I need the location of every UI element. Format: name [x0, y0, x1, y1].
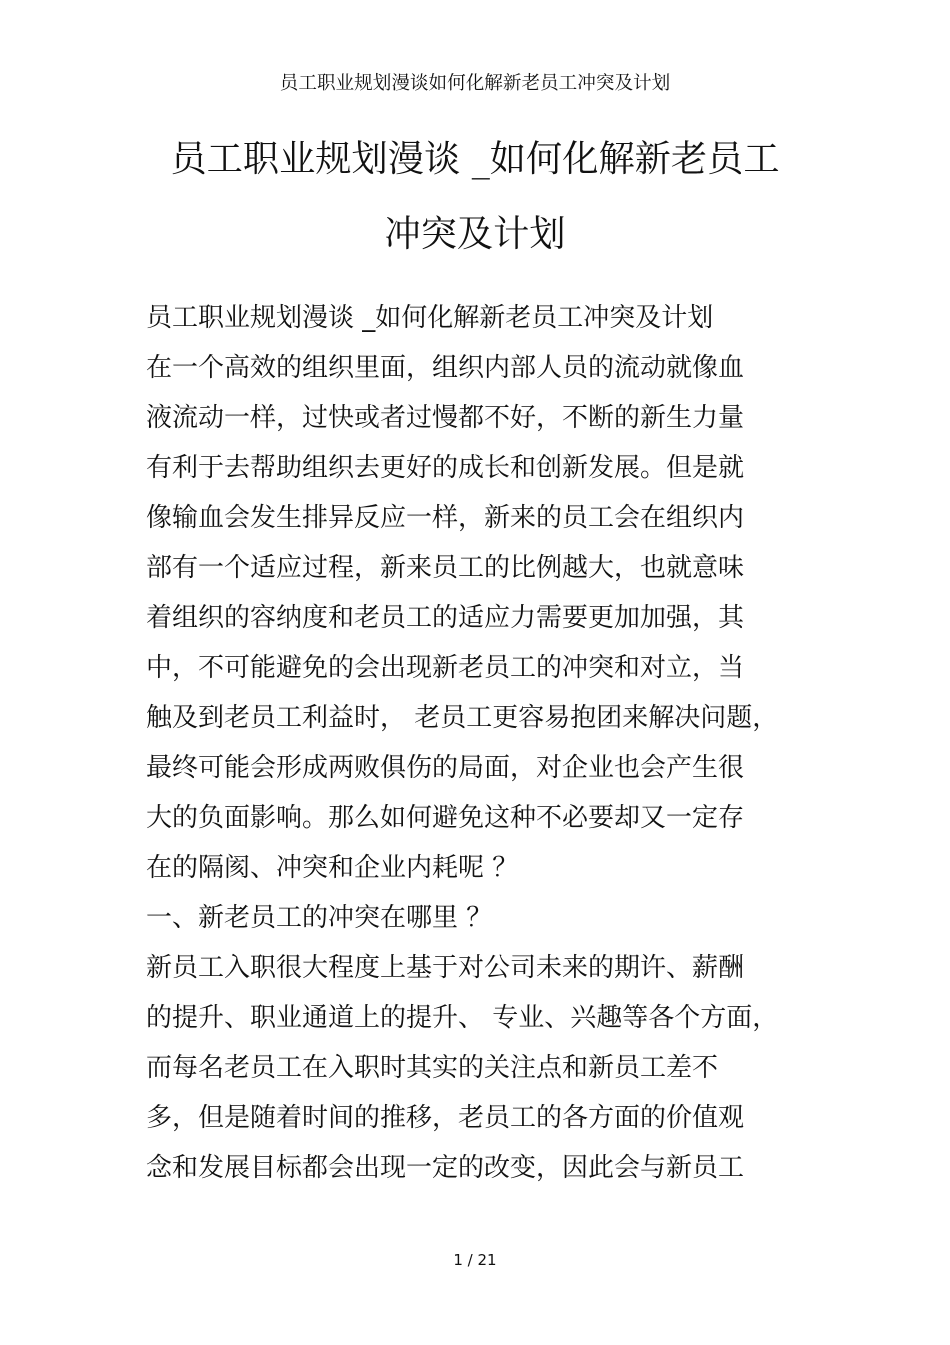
- body-line: 新员工入职很大程度上基于对公司未来的期许、薪酬: [146, 953, 745, 983]
- body-line: 的提升、职业通道上的提升、 专业、兴趣等各个方面，: [146, 1003, 779, 1033]
- body-line: 最终可能会形成两败俱伤的局面，对企业也会产生很: [146, 753, 745, 783]
- body-line: 触及到老员工利益时， 老员工更容易抱团来解决问题，: [146, 703, 779, 733]
- body-line: 念和发展目标都会出现一定的改变，因此会与新员工: [146, 1153, 745, 1183]
- body-line: 员工职业规划漫谈 _如何化解新老员工冲突及计划: [146, 303, 714, 333]
- page-number: 1 / 21: [453, 1251, 497, 1269]
- body-line: 大的负面影响。那么如何避免这种不必要却又一定存: [146, 803, 745, 833]
- body-line: 中，不可能避免的会出现新老员工的冲突和对立，当: [146, 653, 745, 683]
- body-line: 在的隔阂、冲突和企业内耗呢 ？: [146, 853, 519, 883]
- body-line: 在一个高效的组织里面，组织内部人员的流动就像血: [146, 353, 745, 383]
- running-header: 员工职业规划漫谈如何化解新老员工冲突及计划: [279, 73, 671, 94]
- body-line: 有利于去帮助组织去更好的成长和创新发展。但是就: [146, 453, 745, 483]
- body-line: 液流动一样，过快或者过慢都不好，不断的新生力量: [146, 403, 745, 433]
- section-heading: 一、新老员工的冲突在哪里 ？: [146, 903, 493, 933]
- body-line: 多，但是随着时间的推移，老员工的各方面的价值观: [146, 1103, 745, 1133]
- body-line: 而每名老员工在入职时其实的关注点和新员工差不: [146, 1053, 719, 1083]
- body-line: 部有一个适应过程，新来员工的比例越大，也就意味: [146, 553, 745, 583]
- document-title-line-2: 冲突及计划: [384, 212, 566, 255]
- document-title-line-1: 员工职业规划漫谈 _如何化解新老员工: [170, 137, 780, 180]
- body-line: 着组织的容纳度和老员工的适应力需要更加加强，其: [146, 603, 745, 633]
- body-line: 像输血会发生排异反应一样，新来的员工会在组织内: [146, 503, 745, 533]
